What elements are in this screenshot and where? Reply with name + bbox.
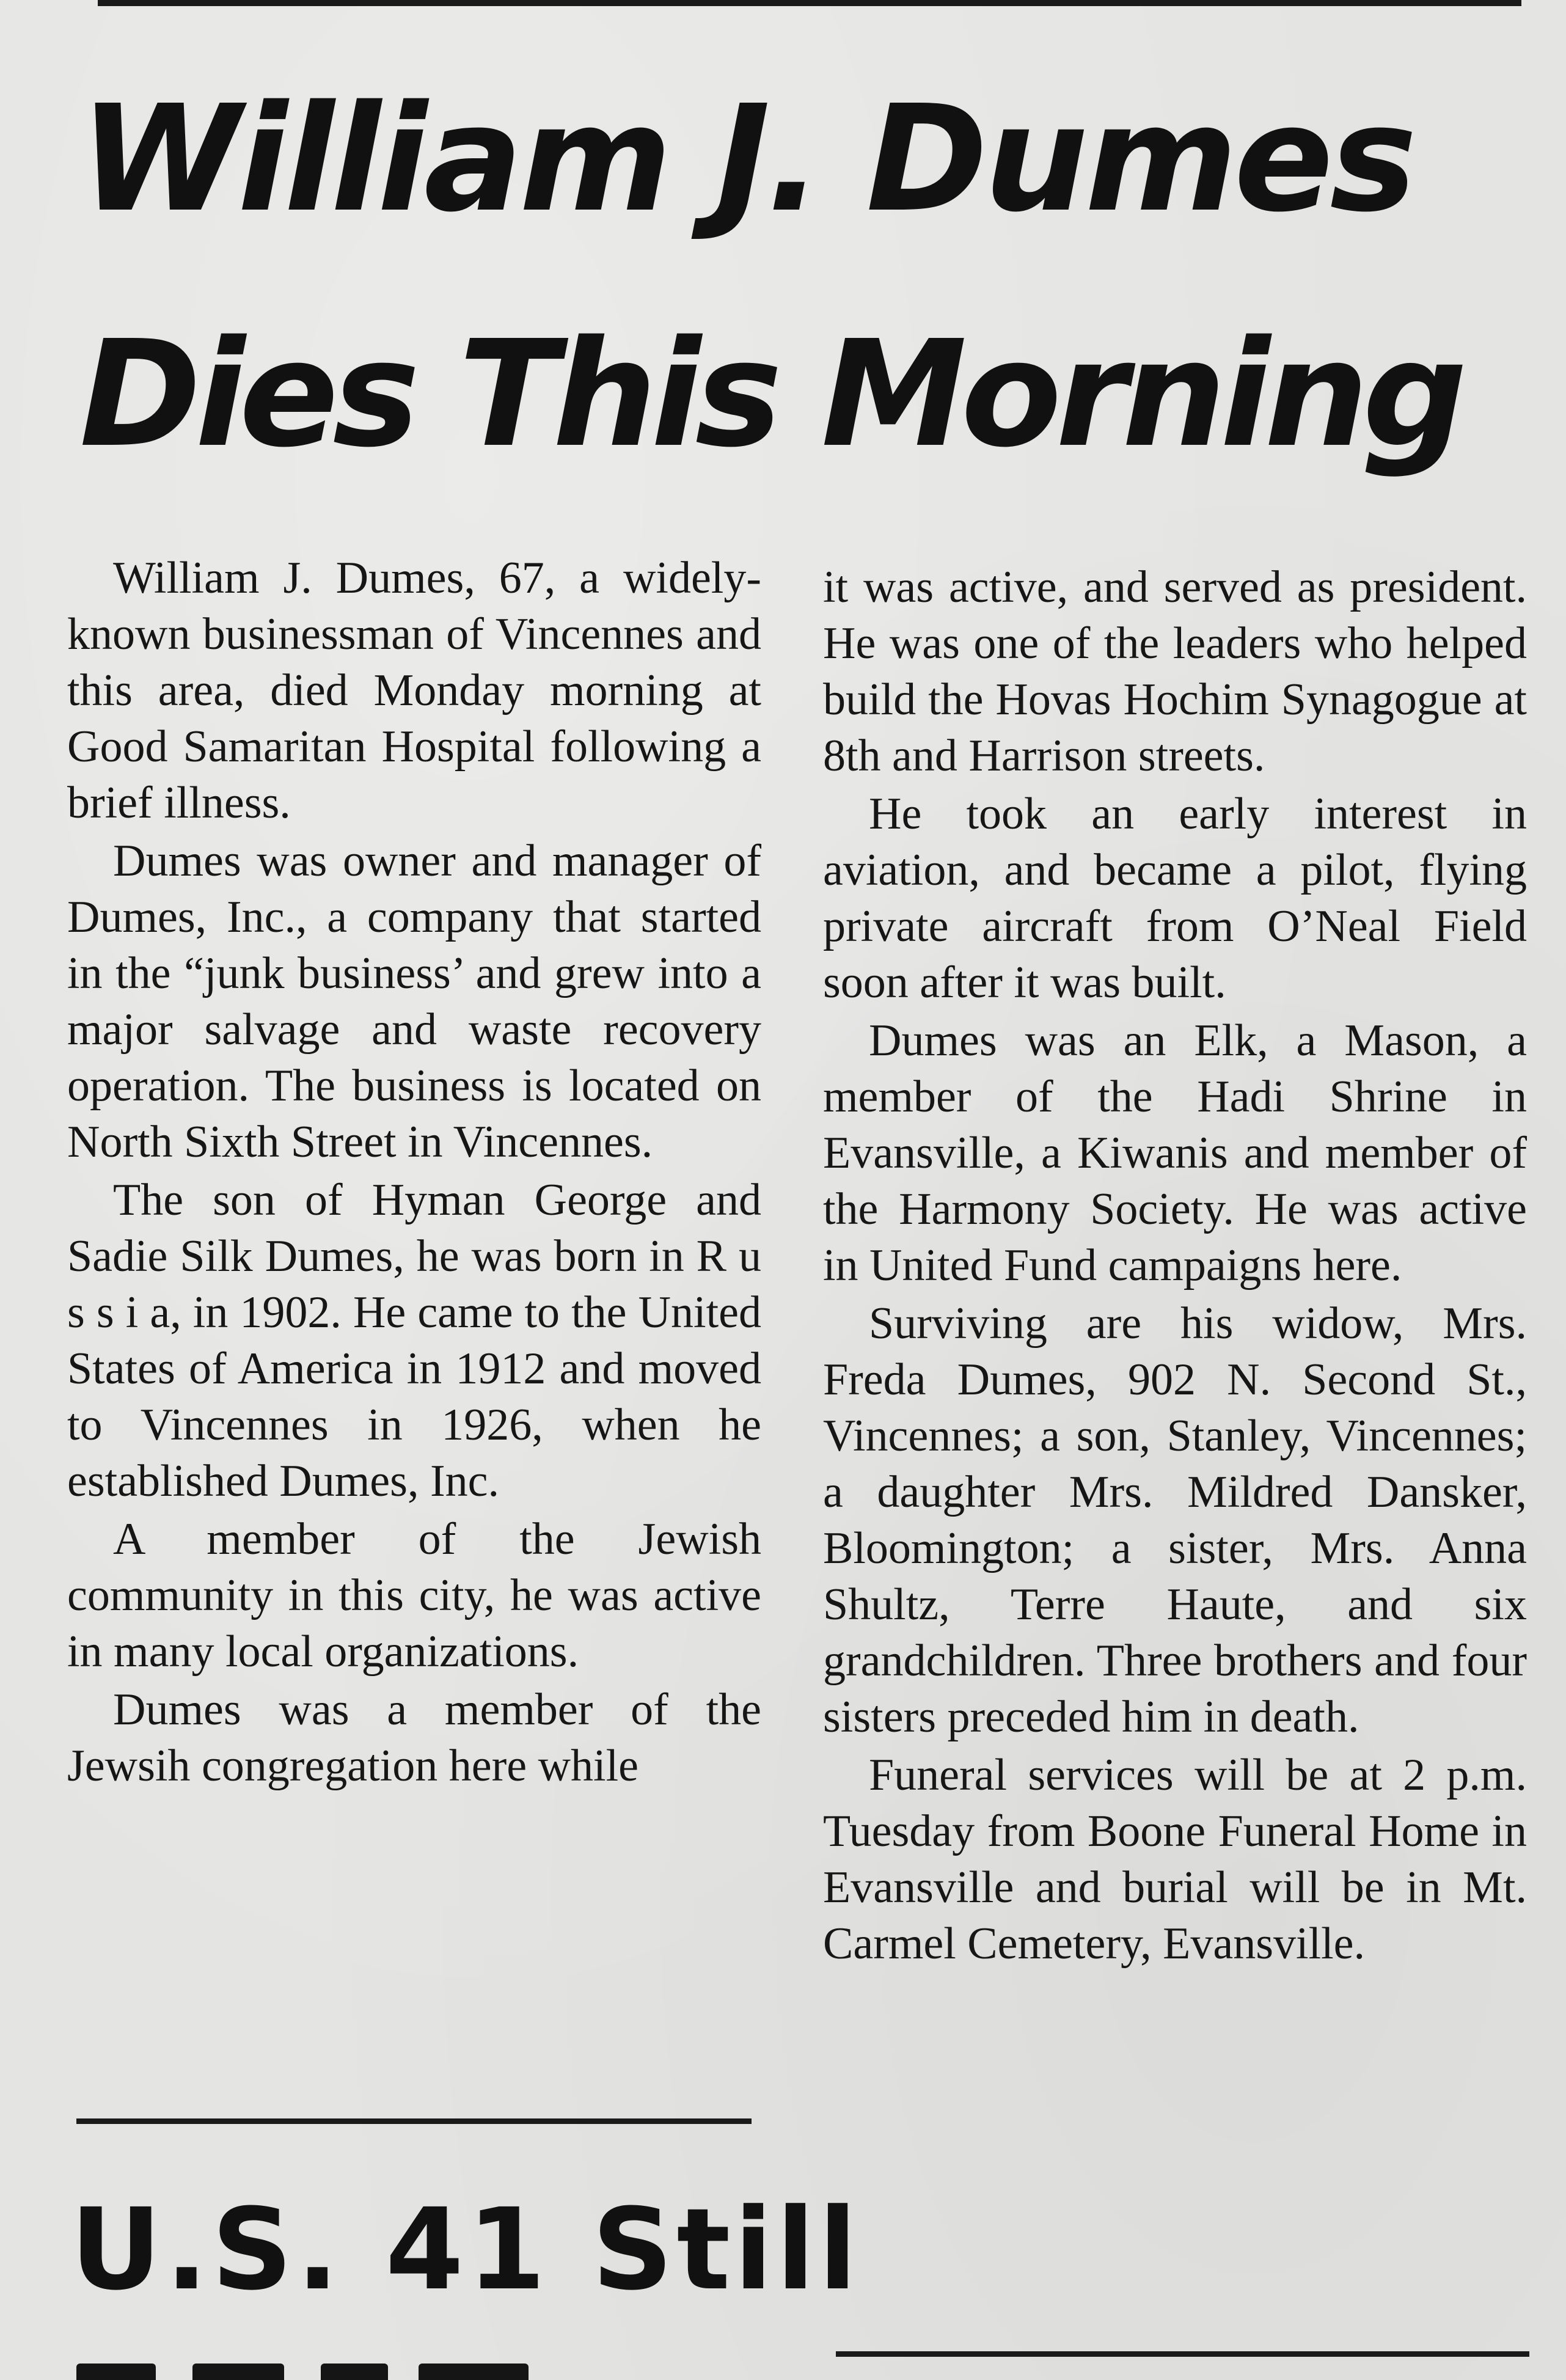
left-column <box>67 550 761 1796</box>
headline-line-2: Dies This Morning <box>79 309 1462 480</box>
paragraph: The son of Hyman George and Sadie Silk Dumes, he was born in R u s s i a, in 1902. He came to the United States of America in 1912 and moved to Vincennes in 1926, when he established Dumes, Inc. <box>67 1175 761 1506</box>
paragraph: Funeral services will be at 2 p.m. Tuesday from Boone Funeral Home in Evansville and burial will be in Mt. Carmel Cemetery, Evansville. <box>823 1750 1527 1969</box>
right-column-rule <box>836 2351 1529 2357</box>
left-column-rule <box>76 2118 752 2124</box>
paragraph: Dumes was an Elk, a Mason, a member of the Hadi Shrine in Evansville, a Kiwanis and member of the Harmony Society. He was active in United Fund campaigns here. <box>823 1016 1527 1291</box>
right-column <box>823 559 1527 1974</box>
paragraph: William J. Dumes, 67, a widely-known businessman of Vincennes and this area, died Monday morning at Good Samaritan Hospital following a brief illness. <box>67 553 761 828</box>
paragraph: A member of the Jewish community in this city, he was active in many local organizations. <box>67 1514 761 1677</box>
paragraph: Dumes was owner and manager of Dumes, Inc., a company that started in the “junk business’ and grew into a major salvage and waste recovery operation. The business is located on North Sixth Street in Vincennes. <box>67 836 761 1167</box>
paragraph: Dumes was a member of the Jewsih congregation here while <box>67 1685 761 1791</box>
next-article-headline: U.S. 41 Still <box>70 2184 861 2315</box>
cutoff-headline-line <box>76 2364 626 2380</box>
paragraph: it was active, and served as president. He was one of the leaders who helped build the Hovas Hochim Synagogue at 8th and Harrison streets. <box>823 562 1527 781</box>
top-rule <box>98 0 1521 6</box>
paragraph: Surviving are his widow, Mrs. Freda Dumes, 902 N. Second St., Vincennes; a son, Stanley, Vincennes; a daughter Mrs. Mildred Dansker, Bloomington; a sister, Mrs. Anna Shultz, Terre Haute, and six grandchildren. Three brothers and four sisters preceded him in death. <box>823 1298 1527 1742</box>
headline-line-1: William J. Dumes <box>79 73 1414 244</box>
paragraph: He took an early interest in aviation, and became a pilot, flying private aircraft from O’Neal Field soon after it was built. <box>823 789 1527 1008</box>
